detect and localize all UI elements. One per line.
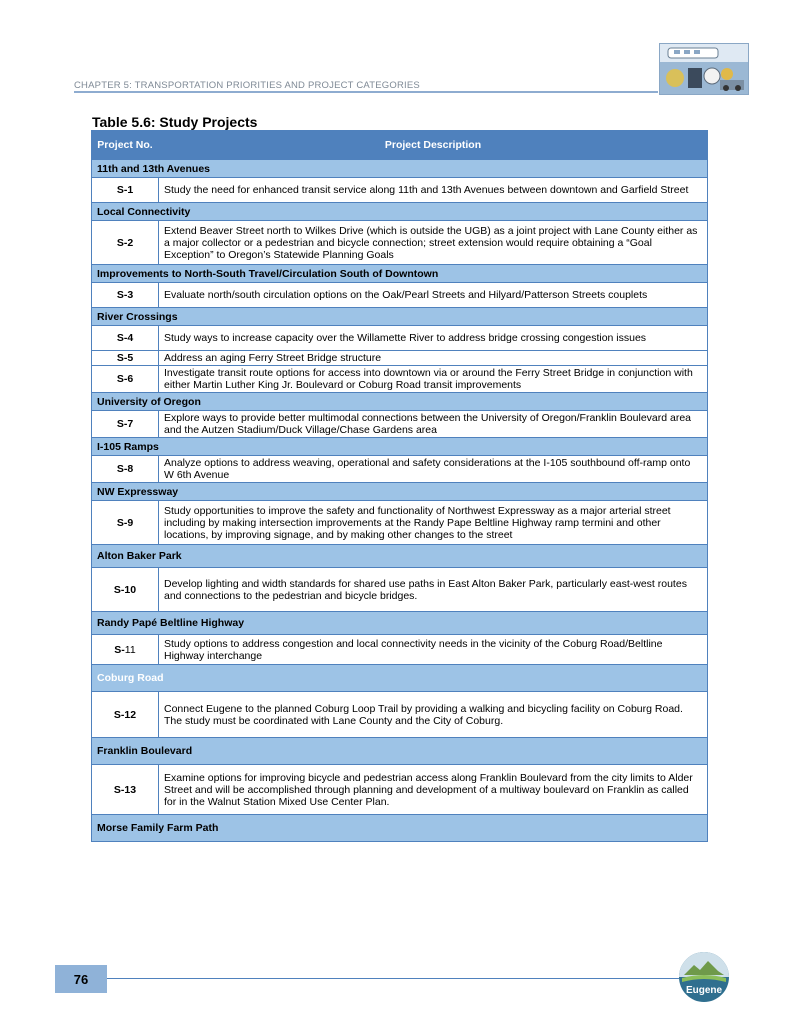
section-row (92, 665, 708, 692)
section-row (92, 160, 708, 178)
table-row (92, 351, 708, 366)
table-row (92, 635, 708, 665)
project-id: S-2 (92, 221, 159, 265)
table-row (92, 411, 708, 438)
section-title: NW Expressway (92, 483, 708, 501)
table-row (92, 366, 708, 393)
section-row (92, 393, 708, 411)
section-title: Morse Family Farm Path (92, 815, 708, 842)
project-description: Evaluate north/south circulation options on the Oak/Pearl Streets and Hilyard/Patterson Streets couplets (159, 283, 708, 308)
project-description: Address an aging Ferry Street Bridge structure (159, 351, 708, 366)
page-number: 76 (55, 965, 107, 993)
project-id: S-13 (92, 765, 159, 815)
table-row (92, 326, 708, 351)
project-description: Extend Beaver Street north to Wilkes Drive (which is outside the UGB) as a joint project with Lane County either as a major collector or a pedestrian and bicycle connection; street extension would require obtaining a “Goal Exception” to Oregon’s Statewide Planning Goals (159, 221, 708, 265)
section-title: River Crossings (92, 308, 708, 326)
chapter-header: CHAPTER 5: TRANSPORTATION PRIORITIES AND PROJECT CATEGORIES (74, 80, 420, 91)
table-title: Table 5.6: Study Projects (92, 114, 258, 130)
project-description: Examine options for improving bicycle and pedestrian access along Franklin Boulevard from the city limits to Alder Street and will be accomplished through planning and development of a multiway boulevard on Franklin as called for in the Walnut Station Mixed Use Center Plan. (159, 765, 708, 815)
section-row (92, 738, 708, 765)
table-row (92, 221, 708, 265)
table-header-row (92, 131, 708, 160)
header-rule (74, 91, 658, 93)
project-description: Investigate transit route options for access into downtown via or around the Ferry Street Bridge in conjunction with either Martin Luther King Jr. Boulevard or Coburg Road transit improvements (159, 366, 708, 393)
city-of-eugene-logo-icon (678, 951, 730, 1003)
project-description: Connect Eugene to the planned Coburg Loop Trail by providing a walking and bicycling facility on Coburg Road. The study must be coordinated with Lane County and the City of Coburg. (159, 692, 708, 738)
logo-text: Eugene (685, 985, 723, 996)
section-row (92, 203, 708, 221)
table-row (92, 283, 708, 308)
project-id: S-6 (92, 366, 159, 393)
section-title: Alton Baker Park (92, 545, 708, 568)
study-projects-table (91, 130, 708, 842)
project-description: Study the need for enhanced transit service along 11th and 13th Avenues between downtown and Garfield Street (159, 178, 708, 203)
table-row (92, 692, 708, 738)
section-title: 11th and 13th Avenues (92, 160, 708, 178)
section-row (92, 438, 708, 456)
section-row (92, 265, 708, 283)
project-id: S-3 (92, 283, 159, 308)
project-id-number: 11 (124, 643, 136, 656)
footer-rule (107, 978, 679, 979)
section-row (92, 612, 708, 635)
section-row (92, 308, 708, 326)
section-row (92, 483, 708, 501)
project-id: S-12 (92, 692, 159, 738)
table-row (92, 568, 708, 612)
project-id: S-1 (92, 178, 159, 203)
project-id: S-7 (92, 411, 159, 438)
table-row (92, 501, 708, 545)
project-description: Analyze options to address weaving, operational and safety considerations at the I-105 southbound off-ramp onto W 6th Avenue (159, 456, 708, 483)
project-id: S-5 (92, 351, 159, 366)
section-title: Randy Papé Beltline Highway (92, 612, 708, 635)
project-id: S-9 (92, 501, 159, 545)
section-title: Local Connectivity (92, 203, 708, 221)
project-id (92, 635, 159, 665)
column-header-project-description: Project Description (159, 131, 708, 160)
project-description: Develop lighting and width standards for shared use paths in East Alton Baker Park, particularly east-west routes and connections to the pedestrian and bicycle bridges. (159, 568, 708, 612)
table-row (92, 456, 708, 483)
project-id: S-4 (92, 326, 159, 351)
table-row (92, 765, 708, 815)
project-description: Study options to address congestion and local connectivity needs in the vicinity of the Coburg Road/Beltline Highway interchange (159, 635, 708, 665)
column-header-project-no: Project No. (92, 131, 159, 160)
project-id-prefix: S- (114, 643, 125, 656)
section-row (92, 815, 708, 842)
project-id: S-8 (92, 456, 159, 483)
section-title: University of Oregon (92, 393, 708, 411)
project-id: S-10 (92, 568, 159, 612)
section-title: Improvements to North-South Travel/Circulation South of Downtown (92, 265, 708, 283)
section-title: Franklin Boulevard (92, 738, 708, 765)
project-description: Explore ways to provide better multimodal connections between the University of Oregon/Franklin Boulevard area and the Autzen Stadium/Duck Village/Chase Gardens area (159, 411, 708, 438)
transportation-collage-icon (659, 43, 749, 95)
table-row (92, 178, 708, 203)
section-title: Coburg Road (92, 665, 708, 692)
section-row (92, 545, 708, 568)
section-title: I-105 Ramps (92, 438, 708, 456)
project-description: Study ways to increase capacity over the Willamette River to address bridge crossing congestion issues (159, 326, 708, 351)
project-description: Study opportunities to improve the safety and functionality of Northwest Expressway as a major arterial street including by making intersection improvements at the Randy Pape Beltline Highway ramp termini and other locations, by improving signage, and by making other changes to the street (159, 501, 708, 545)
